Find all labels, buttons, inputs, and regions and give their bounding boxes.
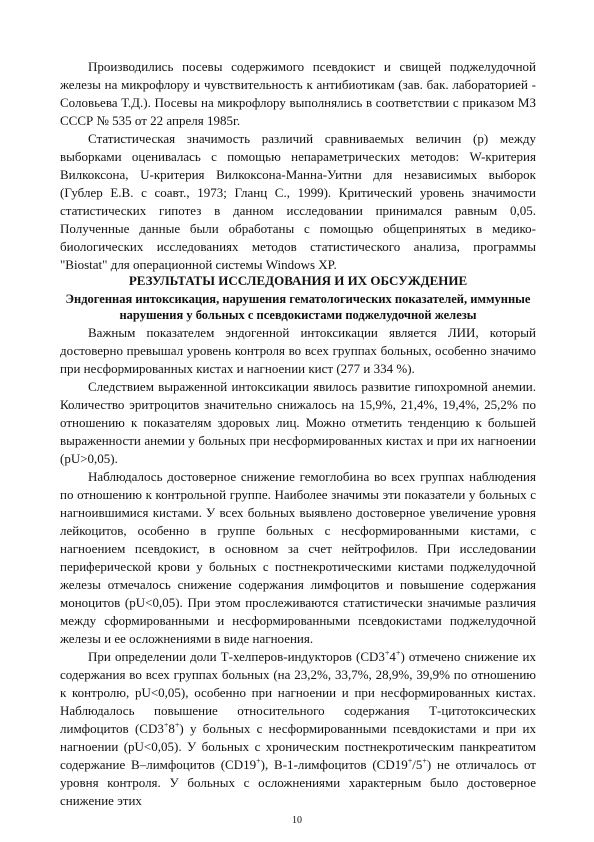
paragraph-anemia: Следствием выраженной интоксикации явилось развитие гипохромной анемии. Количество эритроцитов значительно снижалось на 15,9%, 21,4%, 19,4%, 25,2% по отношению к показателям здоровых лиц. Можно отметить тенденцию к большей выраженности анемии у больных при несформированных кистах и при их нагноении (pU>0,05). bbox=[60, 379, 536, 466]
paragraph-cultures: Производились посевы содержимого псевдокист и свищей поджелудочной железы на микрофлору и чувствительность к антибиотикам (зав. бак. лабораторией - Соловьева Т.Д.). Посевы на микрофлору выполнялись в соответствии с приказом МЗ СССР № 535 от 22 апреля 1985г. bbox=[60, 59, 536, 128]
results-section bbox=[60, 272, 536, 323]
paragraph-statistics: Статистическая значимость различий сравниваемых величин (р) между выборками оценивалась с помощью непараметрических методов: W-критерия Вилкоксона, U-критерия Вилкоксона-Манна-Уитни для независимых выборок (Гублер Е.В. с соавт., 1973; Гланц С., 1999). Критический уровень значимости статистических гипотез в данном исследовании принимался равным 0,05. Полученные данные были обработаны с помощью общепринятых в медико-биологических исследованиях методов статистического анализа, программы "Biostat" для операционной системы Windows XP. bbox=[60, 131, 536, 272]
methods-text bbox=[60, 58, 536, 274]
paragraph-hemoglobin: Наблюдалось достоверное снижение гемоглобина во всех группах наблюдения по отношению к контрольной группе. Наиболее значимы эти показатели у больных с нагноившимися кистами. У всех больных выявлено достоверное увеличение уровня лейкоцитов, особенно в группе больных с несформированными кистами, с нагноением псевдокист, в основном за счет нейтрофилов. При исследовании периферической крови у больных с постнекротическими кистами поджелудочной железы отмечалось снижение содержания лимфоцитов и повышение содержания моноцитов (pU<0,05). При этом прослеживаются статистически значимые различия между сформированными и несформированными псевдокистами поджелудочной железы и ее осложнениями в виде нагноения. bbox=[60, 469, 536, 646]
section-heading: РЕЗУЛЬТАТЫ ИССЛЕДОВАНИЯ И ИХ ОБСУЖДЕНИЕ bbox=[128, 273, 468, 288]
results-text bbox=[60, 324, 536, 810]
paragraph-lymphocytes: При определении доли Т-хелперов-индукторов (CD3+4+) отмечено снижение их содержания во всех группах больных (на 23,2%, 33,7%, 28,9%, 39,9% по отношению к контролю, pU<0,05), особенно при нагноении и при несформированных кистах. Наблюдалось повышение относительного содержания Т-цитотоксических лимфоцитов (CD3+8+) у больных с несформированными псевдокистами и при их нагноении (pU<0,05). У больных с хроническим постнекротическим панкреатитом содержание В–лимфоцитов (CD19+), В-1-лимфоцитов (CD19+/5+) не отличалось от уровня контроля. У больных с осложнениями характерным было достоверное снижение этих bbox=[60, 648, 537, 808]
page-number: 10 bbox=[292, 815, 302, 826]
section-subheading: Эндогенная интоксикация, нарушения гематологических показателей, иммунные нарушения у больных с псевдокистами поджелудочной железы bbox=[65, 292, 531, 322]
paragraph-intoxication: Важным показателем эндогенной интоксикации является ЛИИ, который достоверно превышал уровень контроля во всех группах больных, особенно значимо при несформированных кистах и нагноении кист (277 и 334 %). bbox=[60, 325, 536, 376]
